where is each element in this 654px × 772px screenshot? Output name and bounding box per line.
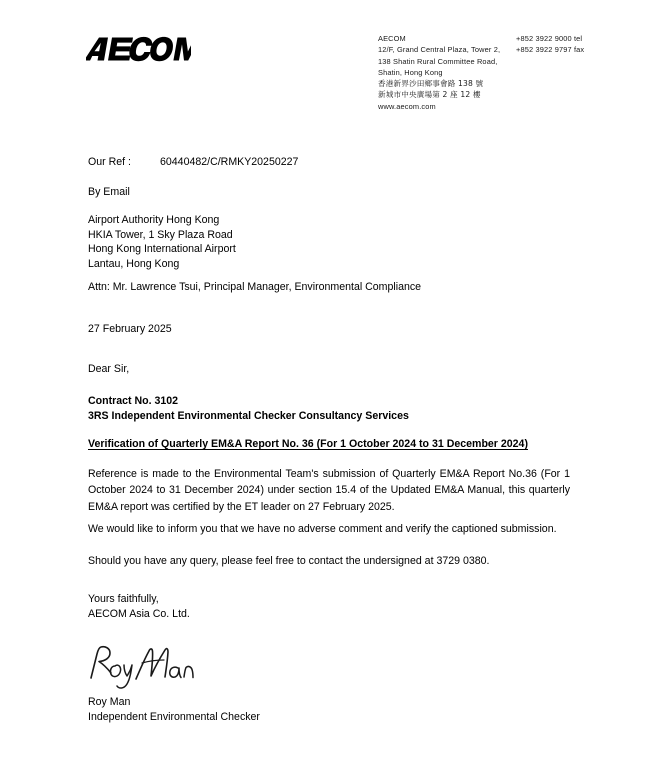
address-line-3: Shatin, Hong Kong xyxy=(378,67,443,77)
reference-value: 60440482/C/RMKY20250227 xyxy=(160,156,299,168)
contract-title: 3RS Independent Environmental Checker Consultancy Services xyxy=(88,409,409,422)
address-line-cjk-2: 新城市中央廣場第 2 座 12 樓 xyxy=(378,90,481,100)
company-address-block xyxy=(378,33,518,112)
valediction-text: Yours faithfully, xyxy=(88,593,159,605)
signer-name: Roy Man xyxy=(88,696,131,708)
subject-text: Verification of Quarterly EM&A Report No. 36 (For 1 October 2024 to 31 December 2024) xyxy=(88,438,528,450)
recipient-line-4: Lantau, Hong Kong xyxy=(88,257,180,270)
signer-title: Independent Environmental Checker xyxy=(88,710,260,723)
closing-company-name: AECOM Asia Co. Ltd. xyxy=(88,607,190,620)
body-paragraph-2 xyxy=(88,521,570,537)
attention-text: Attn: Mr. Lawrence Tsui, Principal Manager, Environmental Compliance xyxy=(88,281,422,293)
subject-line xyxy=(88,437,570,452)
aecom-logo xyxy=(86,34,191,64)
attention-line xyxy=(88,280,570,295)
telephone-number: +852 3922 9000 tel xyxy=(516,34,583,43)
letter-date xyxy=(88,322,570,337)
date-text: 27 February 2025 xyxy=(88,323,172,335)
signer-block xyxy=(88,695,570,724)
delivery-method xyxy=(88,185,570,200)
recipient-line-2: HKIA Tower, 1 Sky Plaza Road xyxy=(88,228,233,241)
delivery-method-label: By Email xyxy=(88,186,130,198)
paragraph-2-text: We would like to inform you that we have no adverse comment and verify the captioned submission. xyxy=(88,523,557,535)
company-name: AECOM xyxy=(378,34,406,43)
contract-number: Contract No. 3102 xyxy=(88,395,179,407)
handwritten-signature xyxy=(82,641,202,693)
paragraph-1-text: Reference is made to the Environmental Team's submission of Quarterly EM&A Report No.36 (For 1 October 2024 to 31 December 2024) under section 15.4 of the Updated EM&A Manual, this quarterly EM&A report was certified by the ET leader on 27 February 2025. xyxy=(88,468,570,513)
recipient-line-1: Airport Authority Hong Kong xyxy=(88,214,220,226)
fax-number: +852 3922 9797 fax xyxy=(516,45,585,55)
letterhead xyxy=(0,0,654,120)
body-paragraph-1 xyxy=(88,466,570,515)
recipient-address-block xyxy=(88,213,570,271)
reference-row xyxy=(88,155,570,170)
paragraph-3-text: Should you have any query, please feel free to contact the undersigned at 3729 0380. xyxy=(88,555,490,567)
salutation xyxy=(88,362,570,377)
closing-block xyxy=(88,592,570,621)
recipient-line-3: Hong Kong International Airport xyxy=(88,243,236,256)
reference-label: Our Ref : xyxy=(88,156,131,168)
contract-heading xyxy=(88,394,570,423)
contact-numbers-block xyxy=(516,33,646,56)
body-paragraph-3 xyxy=(88,553,570,569)
address-line-cjk-1: 香港新界沙田鄉事會路 138 號 xyxy=(378,79,484,89)
address-line-2: 138 Shatin Rural Committee Road, xyxy=(378,56,498,66)
salutation-text: Dear Sir, xyxy=(88,363,130,375)
company-website: www.aecom.com xyxy=(378,101,436,111)
address-line-1: 12/F, Grand Central Plaza, Tower 2, xyxy=(378,45,501,55)
